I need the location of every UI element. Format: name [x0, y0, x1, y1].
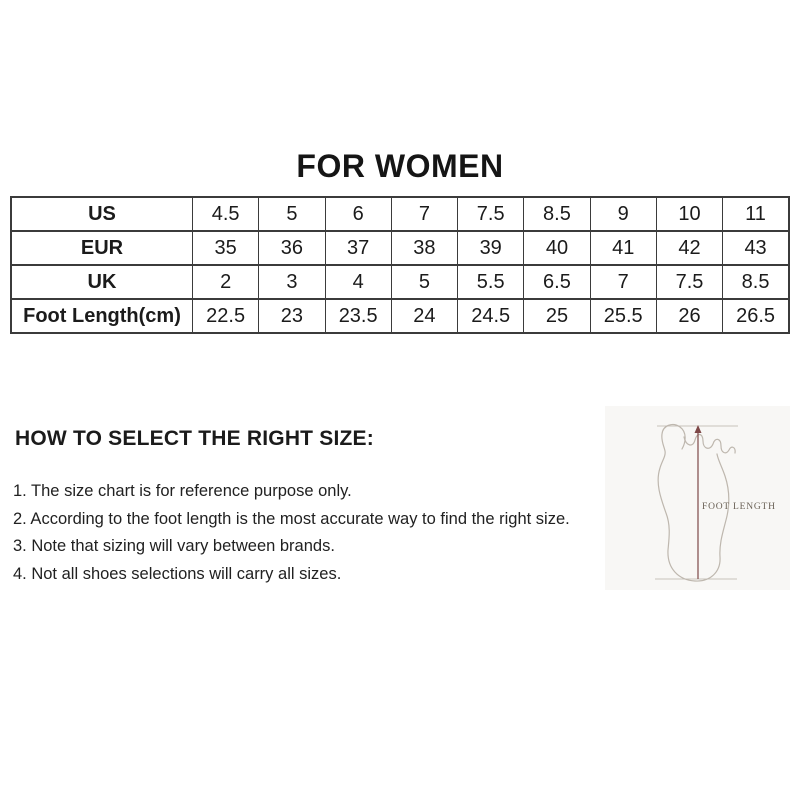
- size-cell: 26.5: [723, 299, 789, 333]
- instruction-item: 1. The size chart is for reference purpose only.: [13, 482, 352, 500]
- size-cell: 7: [391, 197, 457, 231]
- row-header: EUR: [11, 231, 193, 265]
- size-cell: 35: [193, 231, 259, 265]
- size-cell: 24: [391, 299, 457, 333]
- size-cell: 9: [590, 197, 656, 231]
- table-row: [11, 265, 789, 299]
- row-header: Foot Length(cm): [11, 299, 193, 333]
- size-cell: 5: [259, 197, 325, 231]
- row-header: UK: [11, 265, 193, 299]
- instructions-list: [13, 478, 613, 588]
- table-row: [11, 299, 789, 333]
- size-cell: 2: [193, 265, 259, 299]
- foot-diagram: [605, 406, 790, 590]
- size-cell: 39: [458, 231, 524, 265]
- size-cell: 25.5: [590, 299, 656, 333]
- size-cell: 24.5: [458, 299, 524, 333]
- table-row: [11, 231, 789, 265]
- size-cell: 3: [259, 265, 325, 299]
- size-cell: 7: [590, 265, 656, 299]
- size-cell: 26: [656, 299, 722, 333]
- size-table-body: [11, 197, 789, 333]
- instruction-item: 4. Not all shoes selections will carry all sizes.: [13, 564, 342, 583]
- table-row: [11, 197, 789, 231]
- size-cell: 10: [656, 197, 722, 231]
- size-cell: 5.5: [458, 265, 524, 299]
- instruction-item: 2. According to the foot length is the most accurate way to find the right size.: [13, 509, 570, 528]
- size-cell: 6.5: [524, 265, 590, 299]
- size-cell: 22.5: [193, 299, 259, 333]
- toes-outline: [684, 434, 735, 453]
- size-cell: 40: [524, 231, 590, 265]
- size-cell: 37: [325, 231, 391, 265]
- howto-heading: HOW TO SELECT THE RIGHT SIZE:: [15, 427, 374, 450]
- size-cell: 42: [656, 231, 722, 265]
- size-cell: 23.5: [325, 299, 391, 333]
- size-cell: 23: [259, 299, 325, 333]
- size-table: [10, 196, 790, 334]
- page-title: FOR WOMEN: [296, 148, 504, 184]
- size-cell: 41: [590, 231, 656, 265]
- foot-length-label: FOOT LENGTH: [702, 502, 776, 512]
- foot-measurement-illustration: [605, 406, 790, 590]
- size-cell: 5: [391, 265, 457, 299]
- row-header: US: [11, 197, 193, 231]
- size-cell: 7.5: [656, 265, 722, 299]
- size-cell: 4.5: [193, 197, 259, 231]
- size-cell: 8.5: [723, 265, 789, 299]
- size-cell: 38: [391, 231, 457, 265]
- size-cell: 4: [325, 265, 391, 299]
- size-cell: 8.5: [524, 197, 590, 231]
- instruction-item: 3. Note that sizing will vary between brands.: [13, 537, 335, 555]
- size-cell: 11: [723, 197, 789, 231]
- size-cell: 36: [259, 231, 325, 265]
- size-cell: 7.5: [458, 197, 524, 231]
- size-cell: 6: [325, 197, 391, 231]
- size-cell: 43: [723, 231, 789, 265]
- size-cell: 25: [524, 299, 590, 333]
